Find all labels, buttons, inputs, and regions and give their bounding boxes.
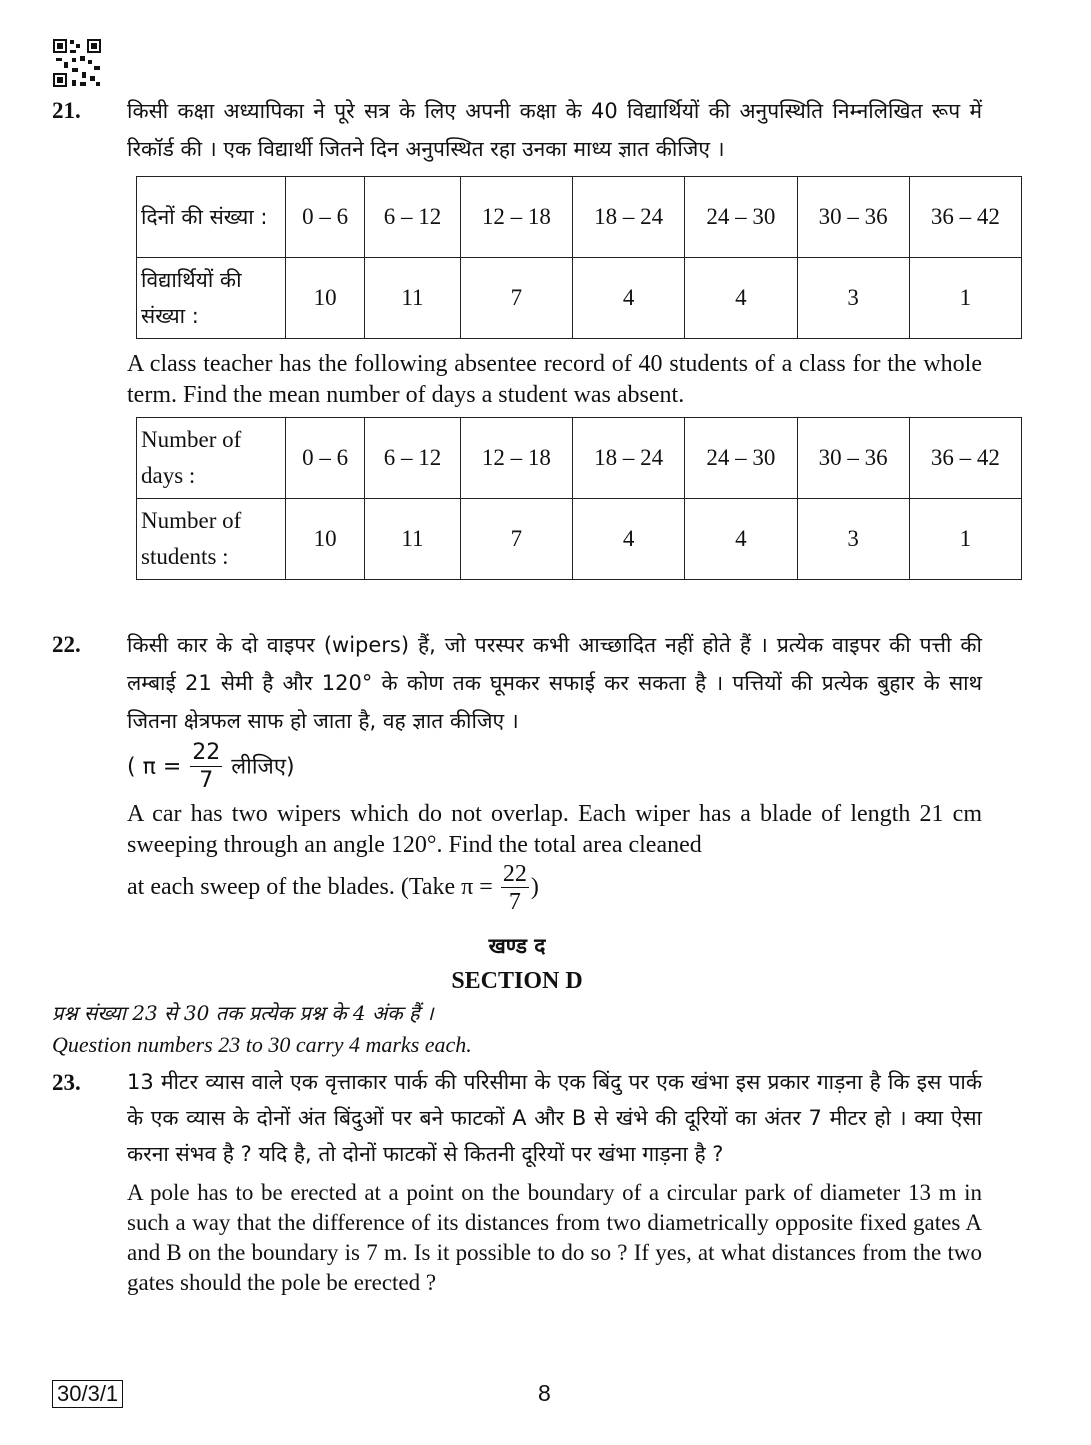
- question-21: [52, 92, 1000, 580]
- table-cell: 12 – 18: [460, 177, 572, 258]
- row-label: Number of days :: [137, 418, 286, 499]
- table-cell: 11: [365, 499, 461, 580]
- question-number: 22.: [52, 632, 81, 657]
- table-cell: 11: [365, 258, 461, 339]
- section-d: [52, 928, 982, 1060]
- question-23: [52, 1064, 982, 1298]
- table-cell: 1: [909, 499, 1021, 580]
- table-cell: 7: [460, 258, 572, 339]
- table-row: [137, 499, 1022, 580]
- absentee-table-hindi: [136, 176, 1022, 339]
- row-label: Number of students :: [137, 499, 286, 580]
- question-number: 21.: [52, 98, 81, 123]
- row-label: विद्यार्थियों की संख्या :: [137, 258, 286, 339]
- table-cell: 7: [460, 499, 572, 580]
- english-last-line: at each sweep of the blades. (Take π =: [127, 874, 493, 901]
- table-cell: 6 – 12: [365, 177, 461, 258]
- table-cell: 3: [797, 499, 909, 580]
- question-number: 23.: [52, 1070, 81, 1095]
- table-row: [137, 418, 1022, 499]
- table-cell: 30 – 36: [797, 177, 909, 258]
- qr-code-icon: [52, 38, 102, 88]
- fraction-denominator: 7: [199, 768, 214, 793]
- question-22: [52, 626, 982, 916]
- table-cell: 4: [685, 499, 797, 580]
- closing-paren: ): [530, 874, 539, 901]
- table-cell: 12 – 18: [460, 418, 572, 499]
- pi-note-hindi: [127, 740, 982, 795]
- table-cell: 6 – 12: [365, 418, 461, 499]
- table-cell: 30 – 36: [797, 418, 909, 499]
- table-cell: 1: [909, 258, 1021, 339]
- table-cell: 4: [685, 258, 797, 339]
- pi-suffix: लीजिए): [224, 754, 295, 780]
- table-row: [137, 258, 1022, 339]
- question-text-english: A pole has to be erected at a point on the boundary of a circular park of diameter 13 m in such a way that the difference of its distances from two diametrically opposite fixed gates A and B on the boundary is 7 m. Is it possible to do so ? If yes, at what distances from the two gates should the pole be erected ?: [127, 1180, 982, 1295]
- fraction-denominator: 7: [508, 889, 521, 915]
- table-cell: 36 – 42: [909, 177, 1021, 258]
- table-cell: 24 – 30: [685, 177, 797, 258]
- fraction-numerator: 22: [192, 740, 221, 765]
- section-title-english: SECTION D: [451, 968, 583, 994]
- table-cell: 24 – 30: [685, 418, 797, 499]
- pi-prefix: ( π =: [127, 754, 182, 780]
- question-text-hindi: 13 मीटर व्यास वाले एक वृत्ताकार पार्क की परिसीमा के एक बिंदु पर एक खंभा इस प्रकार गाड़ना है कि इस पार्क के एक व्यास के दोनों अंत बिंदुओं पर बने फाटकों A और B से खंभे की दूरियों का अंतर 7 मीटर हो । क्या ऐसा करना संभव है ? यदि है, तो दोनों फाटकों से कितनी दूरियों पर खंभा गाड़ना है ?: [127, 1070, 982, 1166]
- question-text-english-last: [127, 861, 982, 916]
- table-cell: 4: [573, 499, 685, 580]
- fraction-numerator: 22: [502, 861, 527, 887]
- question-text-english: A class teacher has the following absentee record of 40 students of a class for the whole term. Find the mean number of days a student was absent.: [127, 351, 982, 408]
- table-cell: 36 – 42: [909, 418, 1021, 499]
- section-note-hindi: प्रश्न संख्या 23 से 30 तक प्रत्येक प्रश्न के 4 अंक हैं ।: [52, 1001, 434, 1025]
- page-number: 8: [538, 1380, 551, 1406]
- paper-code: 30/3/1: [52, 1380, 123, 1408]
- table-cell: 3: [797, 258, 909, 339]
- section-title-hindi: खण्ड द: [488, 934, 546, 958]
- table-cell: 4: [573, 258, 685, 339]
- table-cell: 10: [286, 258, 365, 339]
- pi-fraction: [501, 861, 529, 916]
- table-cell: 18 – 24: [573, 418, 685, 499]
- question-text-hindi: किसी कक्षा अध्यापिका ने पूरे सत्र के लिए अपनी कक्षा के 40 विद्यार्थियों की अनुपस्थिति निम्नलिखित रूप में रिकॉर्ड की । एक विद्यार्थी जितने दिन अनुपस्थित रहा उनका माध्य ज्ञात कीजिए ।: [127, 99, 982, 161]
- table-cell: 10: [286, 499, 365, 580]
- table-cell: 0 – 6: [286, 177, 365, 258]
- absentee-table-english: [136, 417, 1022, 580]
- question-text-hindi: किसी कार के दो वाइपर (wipers) हैं, जो परस्पर कभी आच्छादित नहीं होते हैं । प्रत्येक वाइपर की पत्ती की लम्बाई 21 सेमी है और 120° के कोण तक घूमकर सफाई कर सकता है । पत्तियों की प्रत्येक बुहार के साथ जितना क्षेत्रफल साफ हो जाता है, वह ज्ञात कीजिए ।: [127, 633, 982, 733]
- row-label: दिनों की संख्या :: [137, 177, 286, 258]
- table-cell: 0 – 6: [286, 418, 365, 499]
- question-text-english: A car has two wipers which do not overlap. Each wiper has a blade of length 21 cm sweeping through an angle 120°. Find the total area cleaned: [127, 801, 982, 858]
- table-row: [137, 177, 1022, 258]
- pi-fraction: [190, 740, 222, 795]
- section-note-english: Question numbers 23 to 30 carry 4 marks each.: [52, 1032, 472, 1057]
- table-cell: 18 – 24: [573, 177, 685, 258]
